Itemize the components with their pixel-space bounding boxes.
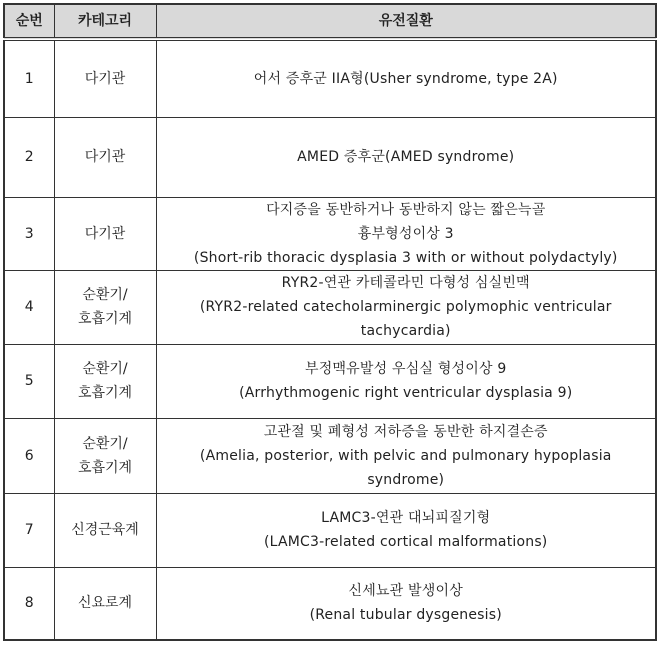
row-number: 8 [4,567,54,640]
row-number: 3 [4,197,54,270]
table-row [4,197,656,270]
disease-line: 부정맥유발성 우심실 형성이상 9 [305,361,507,377]
table-row [4,493,656,567]
row-category [54,344,156,418]
category-line: 순환기/ [82,287,128,303]
header-number: 순번 [4,4,54,39]
disease-line: tachycardia) [360,323,451,339]
row-category [54,493,156,567]
row-category [54,270,156,344]
row-category [54,197,156,270]
header-category: 카테고리 [54,4,156,39]
row-category [54,117,156,197]
category-line: 신요로계 [77,595,133,612]
row-number: 2 [4,117,54,197]
category-line: 다기관 [84,70,126,87]
category-line: 호흡기계 [77,459,133,476]
disease-line: RYR2-연관 카테콜라민 다형성 심실빈맥 [281,275,530,291]
disease-line: LAMC3-연관 대뇌피질기형 [321,510,491,526]
row-disease [156,39,656,117]
disease-line: 흉부형성이상 3 [357,225,454,242]
disease-line: (Short-rib thoracic dysplasia 3 with or without polydactyly) [193,249,618,266]
disease-line: (Renal tubular dysgenesis) [309,607,502,624]
row-disease [156,197,656,270]
table-row [4,344,656,418]
row-number: 4 [4,270,54,344]
category-line: 호흡기계 [77,385,133,401]
disease-line: (LAMC3-related cortical malformations) [264,534,548,550]
disease-line: 고관절 및 폐형성 저하증을 동반한 하지결손증 [263,423,548,440]
disease-line: (RYR2-related catecholarminergic polymophic ventricular [199,299,612,315]
row-disease [156,493,656,567]
disease-line: (Amelia, posterior, with pelvic and pulmonary hypoplasia [199,447,612,464]
disease-line: 다지증을 동반하거나 동반하지 않는 짧은늑골 [266,201,546,218]
table-row [4,117,656,197]
category-line: 순환기/ [82,361,128,377]
category-line: 신경근육계 [71,522,139,538]
header-disease: 유전질환 [156,4,656,39]
disease-line: (Arrhythmogenic right ventricular dysplasia 9) [239,385,573,401]
row-disease [156,270,656,344]
genetic-disease-table [3,3,657,641]
row-disease [156,344,656,418]
table-row [4,39,656,117]
disease-line: syndrome) [367,471,445,488]
category-line: 다기관 [84,149,126,165]
disease-line: 어서 증후군 IIA형(Usher syndrome, type 2A) [253,70,558,87]
category-line: 순환기/ [82,435,128,452]
row-number: 5 [4,344,54,418]
header-row [4,4,656,39]
category-line: 호흡기계 [77,311,133,327]
table-row [4,567,656,640]
disease-line: AMED 증후군(AMED syndrome) [297,149,515,165]
disease-line: 신세뇨관 발생이상 [348,583,463,600]
row-disease [156,418,656,493]
row-disease [156,117,656,197]
row-disease [156,567,656,640]
row-number: 6 [4,418,54,493]
row-category [54,418,156,493]
row-number: 1 [4,39,54,117]
row-number: 7 [4,493,54,567]
row-category [54,39,156,117]
row-category [54,567,156,640]
table-row [4,418,656,493]
table-row [4,270,656,344]
category-line: 다기관 [84,225,126,242]
